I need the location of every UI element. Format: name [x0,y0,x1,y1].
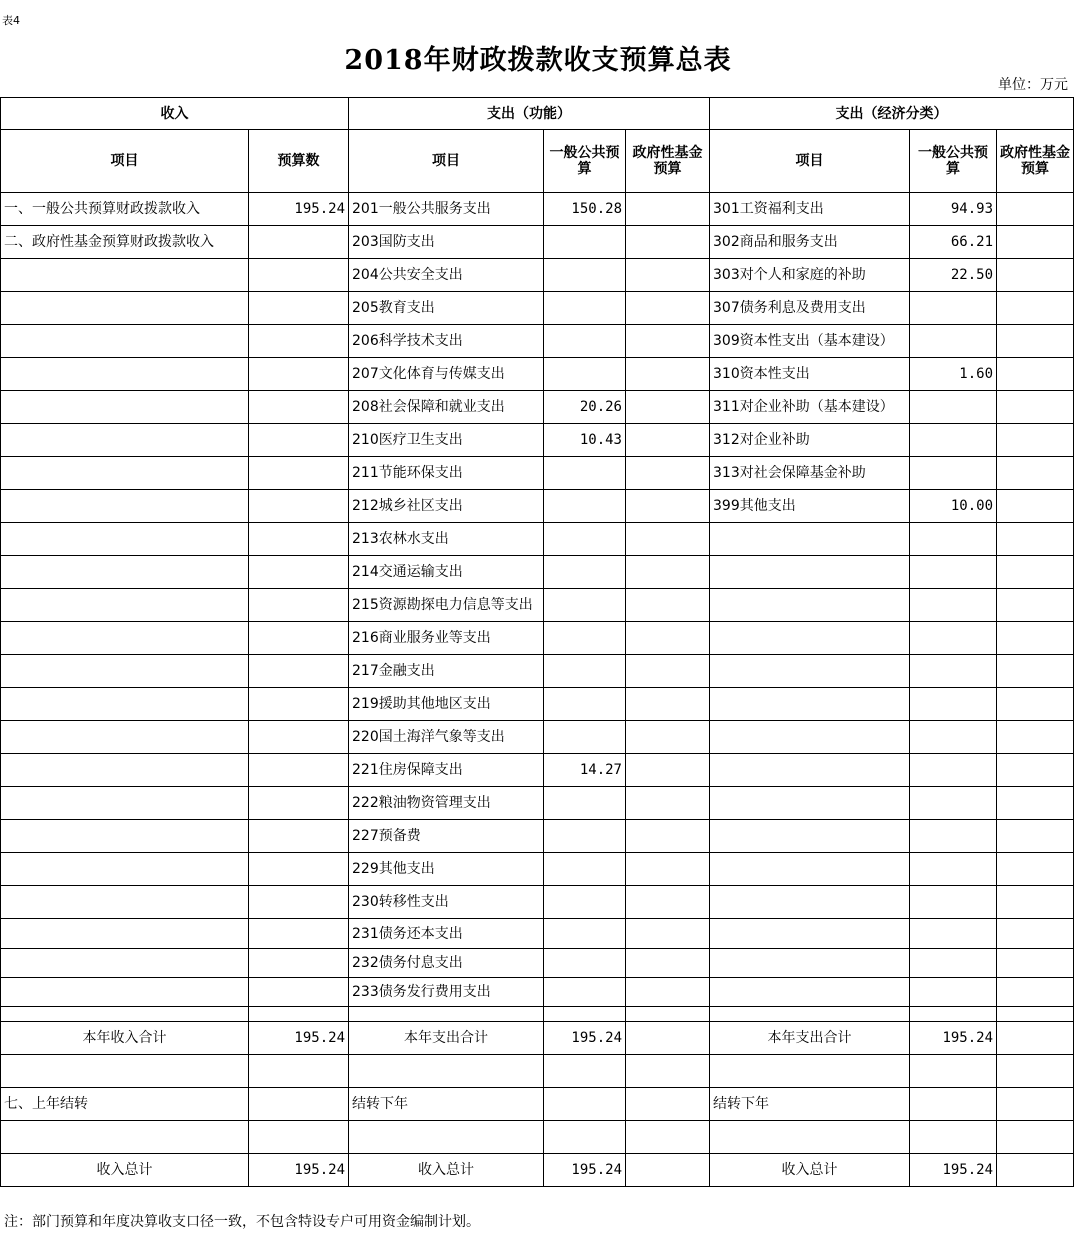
cell-func-g: 150.28 [544,193,626,226]
table-row [1,622,1074,655]
cell-econ [710,655,910,688]
cell-inc-v [249,391,349,424]
cell-func-g [544,721,626,754]
cell-func: 212城乡社区支出 [349,490,544,523]
cell-econ-g [910,655,997,688]
cell-econ: 399其他支出 [710,490,910,523]
cell-func-g [544,589,626,622]
cell-econ-f [997,919,1074,949]
cell-econ [710,622,910,655]
cell-func: 221住房保障支出 [349,754,544,787]
cell-inc-v [249,523,349,556]
cell-econ-f [997,391,1074,424]
carry-in-label: 七、上年结转 [1,1088,249,1121]
table-row [1,292,1074,325]
cell-func-g [544,820,626,853]
table-row [1,259,1074,292]
header-item-econ: 项目 [710,130,910,193]
table-row [1,919,1074,949]
budget-table [0,97,1074,1187]
cell-func-g [544,655,626,688]
cell-econ [710,949,910,978]
table-row [1,325,1074,358]
cell-func: 210医疗卫生支出 [349,424,544,457]
cell-inc-v [249,292,349,325]
carry-over-row [1,1088,1074,1121]
cell-func-f [626,721,710,754]
cell-econ-f [997,424,1074,457]
cell-econ-g [910,325,997,358]
cell-func-f [626,325,710,358]
table-row [1,655,1074,688]
header-general-econ: 一般公共预算 [910,130,997,193]
unit-label: 单位：万元 [998,77,1068,93]
cell-econ-g: 22.50 [910,259,997,292]
cell-econ-f [997,886,1074,919]
cell-inc [1,457,249,490]
table-row [1,226,1074,259]
cell-func-g [544,886,626,919]
cell-econ-f [997,490,1074,523]
cell-func-f [626,193,710,226]
table-row [1,589,1074,622]
carry-out-func-label: 结转下年 [349,1088,544,1121]
cell-func: 230转移性支出 [349,886,544,919]
cell-func-g [544,325,626,358]
table-row [1,523,1074,556]
cell-econ: 310资本性支出 [710,358,910,391]
cell-inc-v [249,622,349,655]
cell-inc [1,949,249,978]
cell-econ-g [910,787,997,820]
cell-inc-v [249,919,349,949]
cell-func-f [626,886,710,919]
blank-row [1,1055,1074,1088]
cell-econ [710,523,910,556]
cell-func: 233债务发行费用支出 [349,978,544,1007]
cell-inc-v: 195.24 [249,193,349,226]
cell-econ-f [997,259,1074,292]
total-econ-value: 195.24 [910,1154,997,1187]
cell-econ-f [997,589,1074,622]
cell-func-f [626,226,710,259]
cell-econ [710,688,910,721]
cell-econ-g [910,589,997,622]
group-econ: 支出（经济分类） [710,98,1074,130]
cell-func: 227预备费 [349,820,544,853]
cell-func-f [626,589,710,622]
cell-econ-g [910,391,997,424]
cell-func: 232债务付息支出 [349,949,544,978]
cell-econ-g [910,424,997,457]
cell-func-g [544,226,626,259]
cell-inc [1,391,249,424]
cell-func: 217金融支出 [349,655,544,688]
cell-econ-g [910,556,997,589]
cell-func-f [626,655,710,688]
cell-func-g [544,978,626,1007]
cell-econ-f [997,325,1074,358]
header-fund-econ: 政府性基金预算 [997,130,1074,193]
cell-func-g [544,919,626,949]
cell-econ: 301工资福利支出 [710,193,910,226]
table-row [1,391,1074,424]
cell-func-f [626,490,710,523]
cell-econ-f [997,556,1074,589]
year-econ-label: 本年支出合计 [710,1022,910,1055]
cell-func-g: 10.43 [544,424,626,457]
table-row [1,787,1074,820]
cell-econ-f [997,457,1074,490]
cell-econ-g [910,919,997,949]
cell-econ-g [910,721,997,754]
cell-econ-g [910,853,997,886]
cell-econ-g: 66.21 [910,226,997,259]
cell-inc-v [249,688,349,721]
cell-inc [1,978,249,1007]
cell-econ [710,754,910,787]
column-header-row [1,130,1074,193]
cell-econ-f [997,655,1074,688]
cell-func-f [626,292,710,325]
cell-econ [710,556,910,589]
cell-inc-v [249,820,349,853]
cell-econ-f [997,721,1074,754]
total-func-value: 195.24 [544,1154,626,1187]
cell-func-g [544,949,626,978]
cell-func-f [626,424,710,457]
cell-econ-g [910,886,997,919]
cell-func: 231债务还本支出 [349,919,544,949]
cell-inc-v [249,457,349,490]
cell-func: 219援助其他地区支出 [349,688,544,721]
cell-inc-v [249,721,349,754]
total-econ-label: 收入总计 [710,1154,910,1187]
cell-econ-f [997,523,1074,556]
header-item-income: 项目 [1,130,249,193]
cell-econ-f [997,820,1074,853]
cell-inc-v [249,978,349,1007]
cell-func-f [626,919,710,949]
cell-func-g [544,787,626,820]
cell-econ-g: 1.60 [910,358,997,391]
page-title: 2018年财政拨款收支预算总表 [344,45,732,76]
cell-func-g: 20.26 [544,391,626,424]
cell-func-g [544,556,626,589]
cell-inc-v [249,226,349,259]
cell-inc-v [249,853,349,886]
cell-econ-g [910,978,997,1007]
year-func-label: 本年支出合计 [349,1022,544,1055]
cell-econ: 312对企业补助 [710,424,910,457]
cell-func: 213农林水支出 [349,523,544,556]
cell-inc [1,721,249,754]
cell-econ-g [910,754,997,787]
footnote: 注：部门预算和年度决算收支口径一致，不包含特设专户可用资金编制计划。 [4,1214,480,1230]
cell-econ: 302商品和服务支出 [710,226,910,259]
cell-func-g [544,457,626,490]
cell-inc [1,688,249,721]
cell-econ-f [997,193,1074,226]
cell-inc [1,358,249,391]
cell-inc [1,886,249,919]
table-row [1,490,1074,523]
cell-econ-g [910,688,997,721]
cell-econ [710,589,910,622]
cell-func-f [626,787,710,820]
cell-func: 208社会保障和就业支出 [349,391,544,424]
cell-econ-g [910,820,997,853]
cell-inc: 一、一般公共预算财政拨款收入 [1,193,249,226]
cell-econ-f [997,853,1074,886]
cell-econ-f [997,688,1074,721]
cell-func: 229其他支出 [349,853,544,886]
cell-func-f [626,523,710,556]
cell-func-f [626,853,710,886]
table-row [1,688,1074,721]
cell-func-g [544,688,626,721]
table-row [1,457,1074,490]
cell-func-g: 14.27 [544,754,626,787]
cell-inc [1,919,249,949]
cell-inc [1,325,249,358]
cell-inc [1,292,249,325]
cell-econ-g [910,292,997,325]
table-row [1,949,1074,978]
cell-inc [1,853,249,886]
cell-econ [710,978,910,1007]
cell-inc-v [249,589,349,622]
header-budget: 预算数 [249,130,349,193]
cell-func-f [626,622,710,655]
cell-inc [1,622,249,655]
table-row [1,193,1074,226]
table-row [1,424,1074,457]
grand-total-row [1,1154,1074,1187]
cell-func: 211节能环保支出 [349,457,544,490]
cell-inc-v [249,325,349,358]
cell-econ-f [997,949,1074,978]
cell-econ-f [997,292,1074,325]
table-row [1,358,1074,391]
cell-func: 207文化体育与传媒支出 [349,358,544,391]
cell-inc [1,523,249,556]
cell-inc: 二、政府性基金预算财政拨款收入 [1,226,249,259]
cell-func-g [544,853,626,886]
cell-inc-v [249,358,349,391]
cell-func: 205教育支出 [349,292,544,325]
cell-func-g [544,622,626,655]
table-row [1,721,1074,754]
cell-func-f [626,259,710,292]
table-row [1,978,1074,1007]
header-general-func: 一般公共预算 [544,130,626,193]
cell-inc-v [249,754,349,787]
cell-econ [710,919,910,949]
cell-econ-g [910,949,997,978]
cell-inc [1,490,249,523]
cell-inc-v [249,949,349,978]
cell-func-g [544,292,626,325]
cell-econ: 307债务利息及费用支出 [710,292,910,325]
cell-func: 215资源勘探电力信息等支出 [349,589,544,622]
year-econ-value: 195.24 [910,1022,997,1055]
cell-func: 216商业服务业等支出 [349,622,544,655]
table-number: 表4 [2,14,20,27]
cell-econ [710,721,910,754]
cell-func: 204公共安全支出 [349,259,544,292]
cell-func: 222粮油物资管理支出 [349,787,544,820]
cell-econ-g: 94.93 [910,193,997,226]
cell-func-f [626,358,710,391]
cell-inc [1,754,249,787]
cell-inc-v [249,424,349,457]
cell-func-g [544,358,626,391]
group-income: 收入 [1,98,349,130]
cell-econ [710,820,910,853]
cell-func: 201一般公共服务支出 [349,193,544,226]
cell-econ-f [997,622,1074,655]
cell-econ: 309资本性支出（基本建设） [710,325,910,358]
cell-inc-v [249,787,349,820]
header-item-func: 项目 [349,130,544,193]
cell-econ-g [910,523,997,556]
total-income-value: 195.24 [249,1154,349,1187]
cell-econ-f [997,226,1074,259]
header-fund-func: 政府性基金预算 [626,130,710,193]
total-income-label: 收入总计 [1,1154,249,1187]
cell-inc [1,589,249,622]
cell-func: 214交通运输支出 [349,556,544,589]
cell-econ [710,886,910,919]
cell-func-f [626,457,710,490]
cell-func-f [626,688,710,721]
cell-econ-g [910,622,997,655]
cell-func: 206科学技术支出 [349,325,544,358]
cell-func-f [626,391,710,424]
year-total-row [1,1022,1074,1055]
cell-econ: 303对个人和家庭的补助 [710,259,910,292]
total-func-label: 收入总计 [349,1154,544,1187]
cell-econ-f [997,358,1074,391]
cell-econ [710,787,910,820]
cell-inc-v [249,886,349,919]
cell-func-g [544,490,626,523]
table-row [1,754,1074,787]
cell-func: 203国防支出 [349,226,544,259]
cell-inc-v [249,259,349,292]
cell-inc [1,655,249,688]
cell-econ-f [997,787,1074,820]
table-row [1,886,1074,919]
cell-inc [1,787,249,820]
cell-func-f [626,556,710,589]
cell-inc [1,424,249,457]
cell-func-f [626,820,710,853]
cell-func-f [626,978,710,1007]
table-row [1,853,1074,886]
group-func: 支出（功能） [349,98,710,130]
cell-func-f [626,754,710,787]
table-row [1,556,1074,589]
year-income-label: 本年收入合计 [1,1022,249,1055]
cell-econ-g: 10.00 [910,490,997,523]
cell-econ-f [997,754,1074,787]
cell-inc-v [249,556,349,589]
cell-econ-g [910,457,997,490]
spacer-row [1,1007,1074,1022]
cell-econ: 311对企业补助（基本建设） [710,391,910,424]
cell-inc [1,259,249,292]
cell-func-f [626,949,710,978]
cell-func-g [544,259,626,292]
cell-econ-f [997,978,1074,1007]
cell-func: 220国土海洋气象等支出 [349,721,544,754]
carry-out-econ-label: 结转下年 [710,1088,910,1121]
cell-inc [1,556,249,589]
cell-inc [1,820,249,853]
year-func-value: 195.24 [544,1022,626,1055]
group-header-row [1,98,1074,130]
cell-func-g [544,523,626,556]
blank-row [1,1121,1074,1154]
table-row [1,820,1074,853]
cell-inc-v [249,490,349,523]
cell-inc-v [249,655,349,688]
year-income-value: 195.24 [249,1022,349,1055]
cell-econ [710,853,910,886]
cell-econ: 313对社会保障基金补助 [710,457,910,490]
